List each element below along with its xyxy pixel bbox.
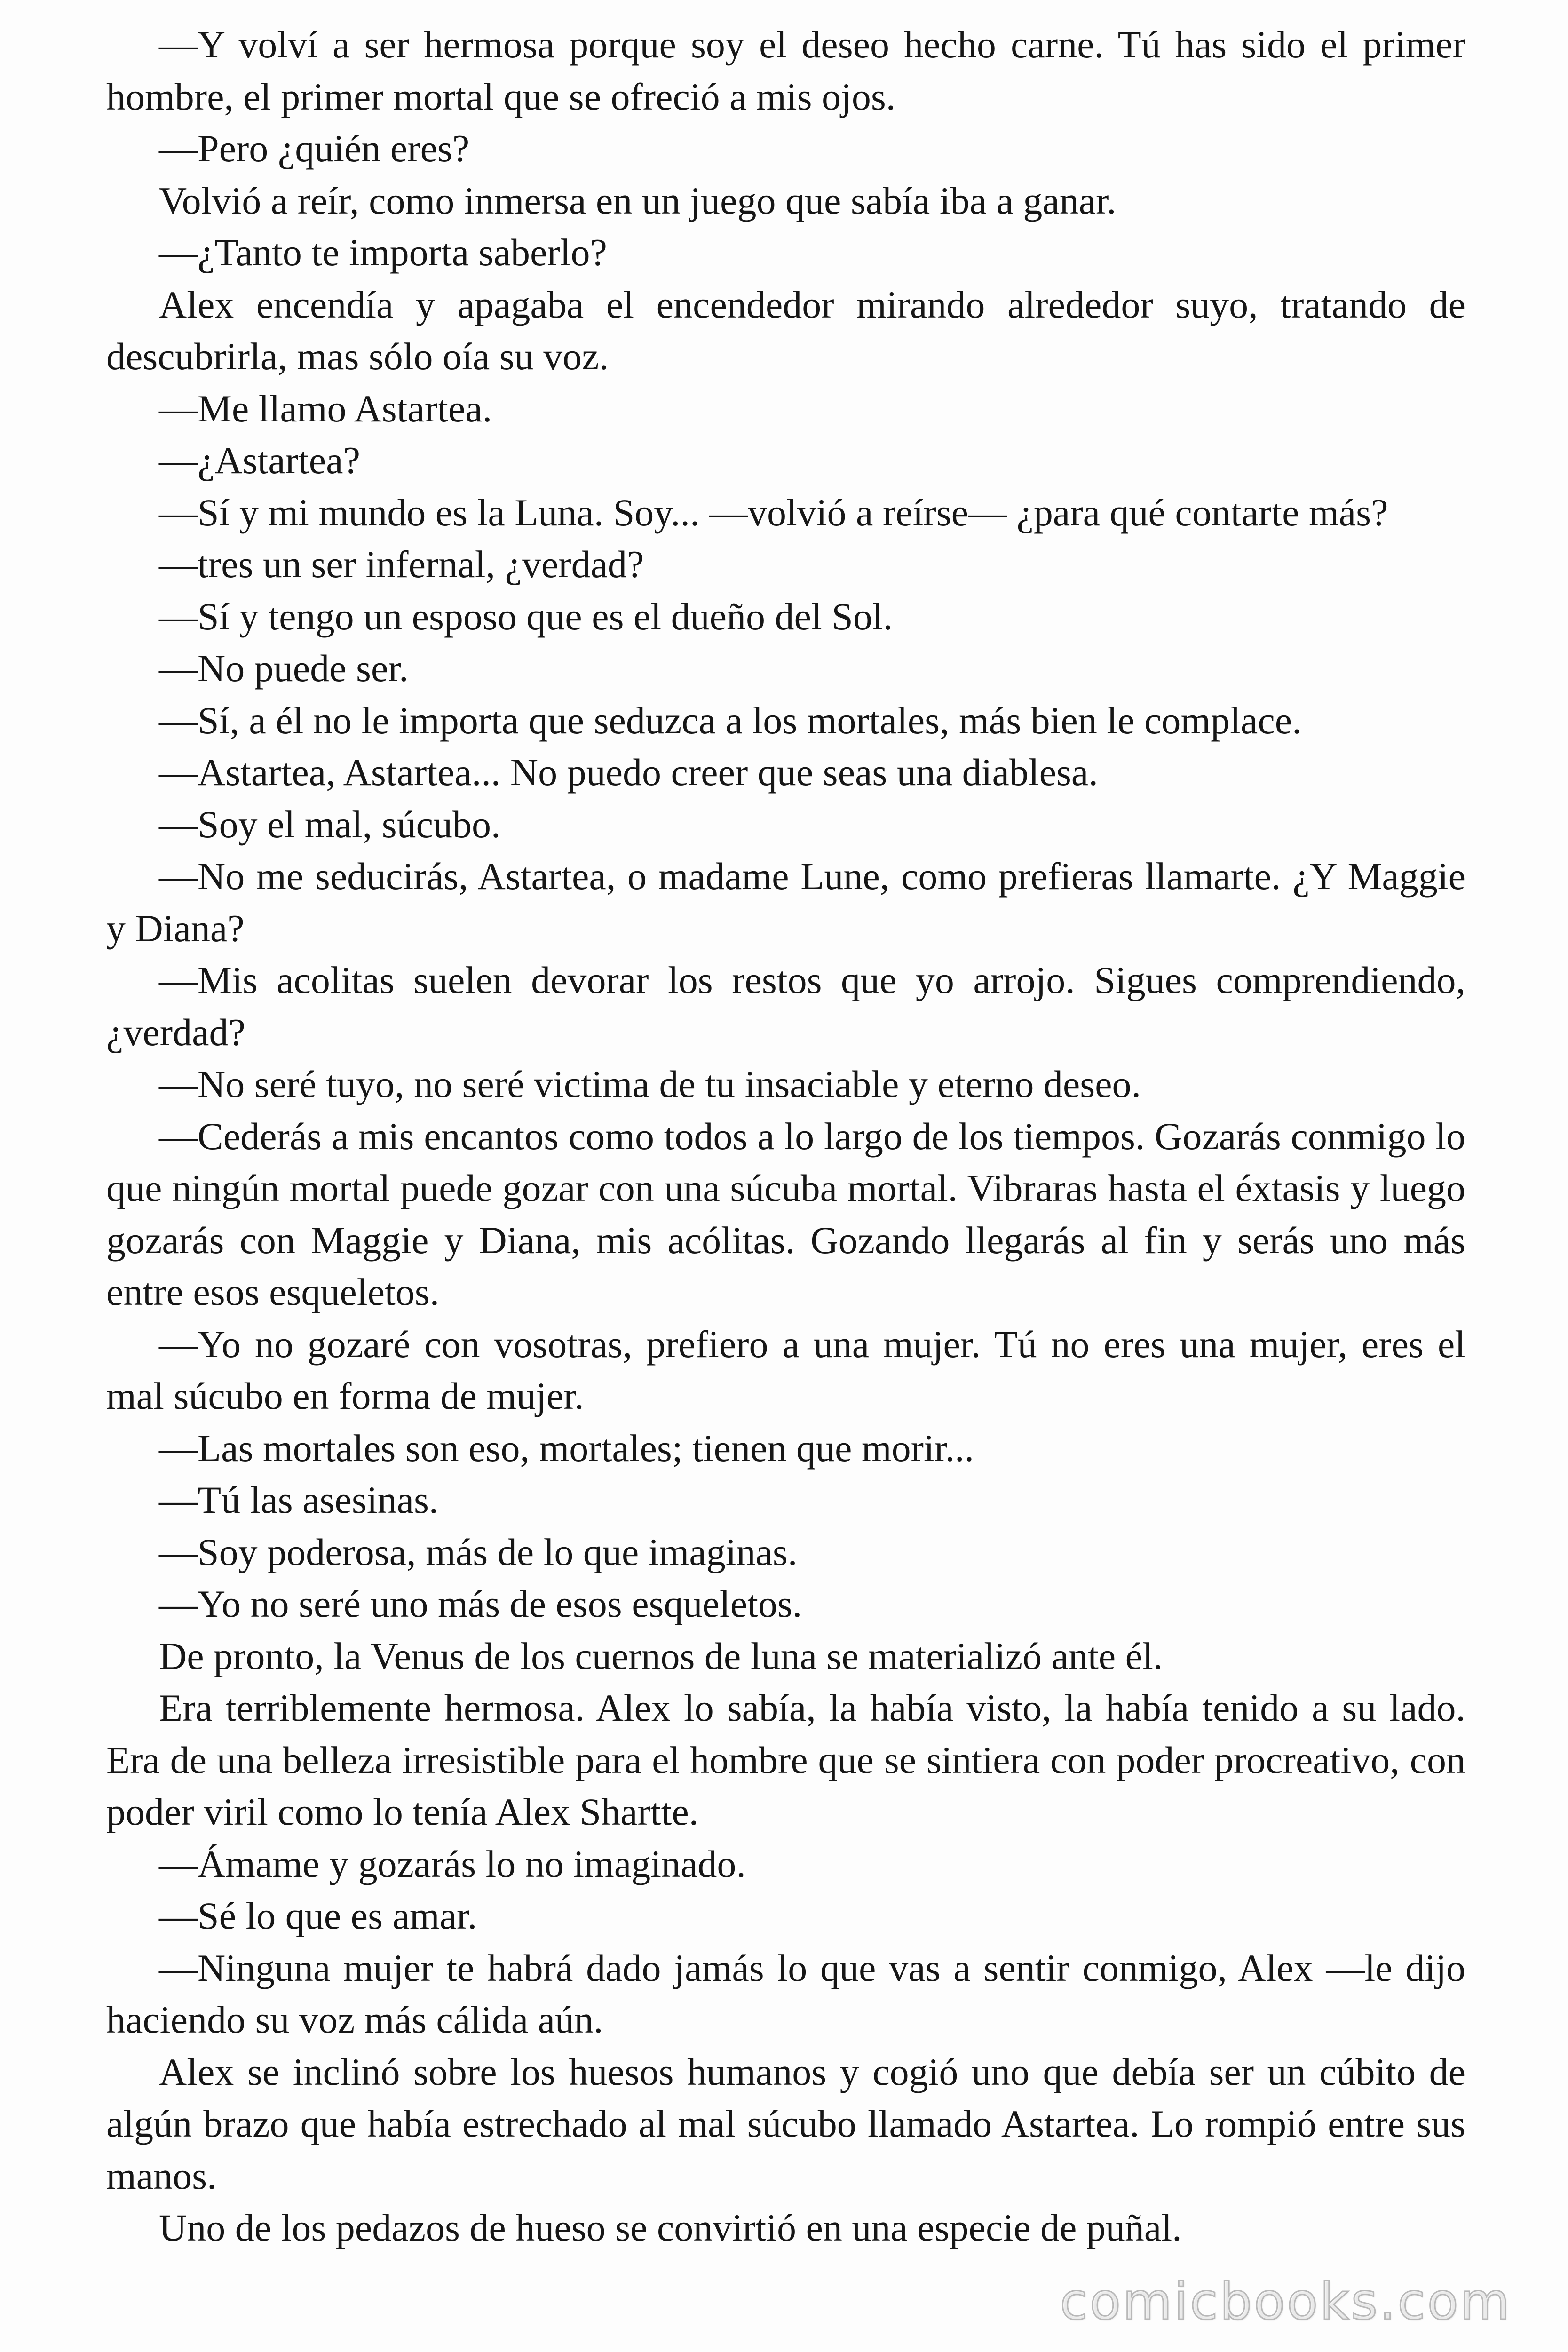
- paragraph: —Ninguna mujer te habrá dado jamás lo que vas a sentir conmigo, Alex —le dijo haciendo su voz más cálida aún.: [106, 1946, 1465, 2041]
- paragraph: —tres un ser infernal, ¿verdad?: [159, 543, 644, 586]
- paragraph: Alex se inclinó sobre los huesos humanos y cogió uno que debía ser un cúbito de algún brazo que había estrechado al mal súcubo llamado Astartea. Lo rompió entre sus manos.: [106, 2050, 1465, 2197]
- paragraph: —No puede ser.: [159, 647, 409, 690]
- paragraph: Volvió a reír, como inmersa en un juego que sabía iba a ganar.: [159, 179, 1117, 222]
- paragraph: —¿Tanto te importa saberlo?: [159, 231, 607, 274]
- body-text: [106, 19, 1465, 2254]
- paragraph: —No me seducirás, Astartea, o madame Lune, como prefieras llamarte. ¿Y Maggie y Diana?: [106, 855, 1465, 950]
- paragraph: —Sí y tengo un esposo que es el dueño del Sol.: [159, 595, 893, 638]
- paragraph: —Pero ¿quién eres?: [159, 127, 470, 170]
- paragraph: Alex encendía y apagaba el encendedor mirando alrededor suyo, tratando de descubrirla, mas sólo oía su voz.: [106, 283, 1465, 378]
- paragraph: Era terriblemente hermosa. Alex lo sabía, la había visto, la había tenido a su lado. Era de una belleza irresistible para el hombre que se sintiera con poder procreativo, con poder viril como lo tenía Alex Shartte.: [106, 1686, 1465, 1833]
- paragraph: —Me llamo Astartea.: [159, 387, 492, 430]
- paragraph: —Sé lo que es amar.: [159, 1894, 477, 1937]
- paragraph: —No seré tuyo, no seré victima de tu insaciable y eterno deseo.: [159, 1063, 1141, 1105]
- paragraph: —Cederás a mis encantos como todos a lo largo de los tiempos. Gozarás conmigo lo que ningún mortal puede gozar con una súcuba mortal. Vibraras hasta el éxtasis y luego gozarás con Maggie y Diana, mis acólitas. Gozando llegarás al fin y serás uno más entre esos esqueletos.: [106, 1114, 1465, 1313]
- paragraph: —Yo no gozaré con vosotras, prefiero a una mujer. Tú no eres una mujer, eres el mal súcubo en forma de mujer.: [106, 1322, 1465, 1417]
- paragraph: De pronto, la Venus de los cuernos de luna se materializó ante él.: [159, 1634, 1163, 1677]
- watermark-text: comicbooks.com: [1060, 2273, 1512, 2331]
- paragraph: —Las mortales son eso, mortales; tienen que morir...: [159, 1426, 974, 1470]
- paragraph: —Ámame y gozarás lo no imaginado.: [159, 1842, 746, 1885]
- paragraph: —Tú las asesinas.: [159, 1478, 439, 1521]
- paragraph: —Sí y mi mundo es la Luna. Soy... —volvió a reírse— ¿para qué contarte más?: [159, 491, 1388, 534]
- paragraph: —Soy el mal, súcubo.: [159, 803, 501, 846]
- paragraph: —¿Astartea?: [159, 439, 360, 482]
- paragraph: —Yo no seré uno más de esos esqueletos.: [159, 1582, 802, 1625]
- paragraph: Uno de los pedazos de hueso se convirtió en una especie de puñal.: [159, 2206, 1182, 2249]
- paragraph: —Sí, a él no le importa que seduzca a los mortales, más bien le complace.: [159, 699, 1302, 742]
- paragraph: —Mis acolitas suelen devorar los restos que yo arrojo. Sigues comprendiendo, ¿verdad?: [106, 959, 1465, 1054]
- paragraph: —Soy poderosa, más de lo que imaginas.: [159, 1530, 798, 1573]
- paragraph: —Y volví a ser hermosa porque soy el deseo hecho carne. Tú has sido el primer hombre, el primer mortal que se ofreció a mis ojos.: [106, 23, 1465, 118]
- paragraph: —Astartea, Astartea... No puedo creer que seas una diablesa.: [159, 751, 1098, 794]
